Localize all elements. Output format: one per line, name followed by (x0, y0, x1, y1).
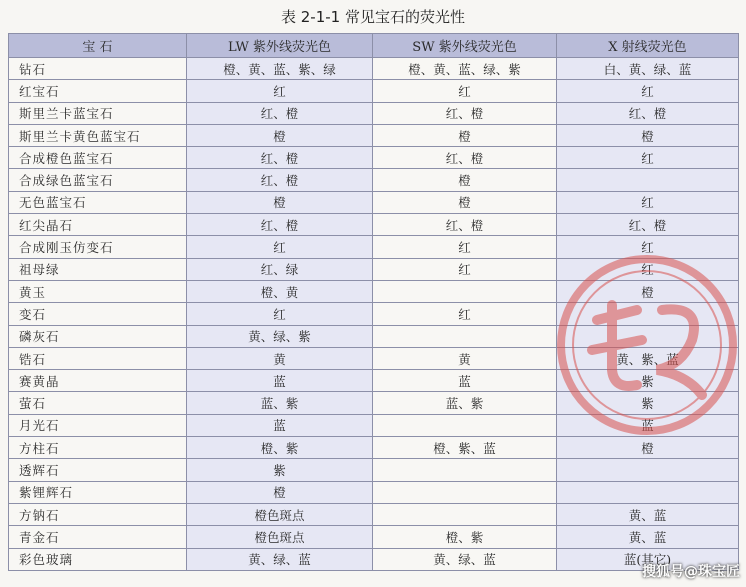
xray-cell: 橙 (557, 124, 739, 146)
gem-name-cell: 月光石 (9, 414, 187, 436)
table-row (9, 526, 739, 548)
sw-cell: 橙 (373, 124, 557, 146)
sw-cell: 蓝 (373, 370, 557, 392)
gem-name-cell: 透辉石 (9, 459, 187, 481)
lw-cell: 红、橙 (187, 147, 373, 169)
gem-name-cell: 赛黄晶 (9, 370, 187, 392)
watermark: 搜狐号@珠宝匠 (642, 564, 740, 580)
lw-cell: 黄、绿、紫 (187, 325, 373, 347)
gem-name-cell: 彩色玻璃 (9, 548, 187, 570)
gem-name-cell: 斯里兰卡黄色蓝宝石 (9, 124, 187, 146)
lw-cell: 橙 (187, 191, 373, 213)
table-row (9, 191, 739, 213)
sw-cell (373, 459, 557, 481)
table-title: 表 2-1-1 常见宝石的荧光性 (281, 8, 465, 26)
sw-cell: 黄、绿、蓝 (373, 548, 557, 570)
lw-cell: 橙色斑点 (187, 503, 373, 525)
lw-cell: 蓝、紫 (187, 392, 373, 414)
sw-cell (373, 280, 557, 302)
table-row (9, 124, 739, 146)
xray-cell (557, 169, 739, 191)
table-row (9, 414, 739, 436)
table-row (9, 503, 739, 525)
gem-name-cell: 青金石 (9, 526, 187, 548)
lw-cell: 橙、黄 (187, 280, 373, 302)
gem-name-cell: 合成刚玉仿变石 (9, 236, 187, 258)
sw-cell: 橙、紫、蓝 (373, 437, 557, 459)
gem-name-cell: 磷灰石 (9, 325, 187, 347)
lw-cell: 红、橙 (187, 102, 373, 124)
gem-name-cell: 萤石 (9, 392, 187, 414)
xray-cell (557, 303, 739, 325)
gem-name-cell: 红尖晶石 (9, 214, 187, 236)
xray-cell: 黄、蓝 (557, 526, 739, 548)
fluorescence-table (8, 33, 739, 571)
sw-cell: 红 (373, 303, 557, 325)
gem-name-cell: 黄玉 (9, 280, 187, 302)
xray-cell: 紫 (557, 392, 739, 414)
lw-cell: 黄 (187, 347, 373, 369)
table-row (9, 437, 739, 459)
lw-cell: 橙、紫 (187, 437, 373, 459)
table-row (9, 147, 739, 169)
gem-name-cell: 合成橙色蓝宝石 (9, 147, 187, 169)
xray-cell: 紫 (557, 370, 739, 392)
gem-name-cell: 斯里兰卡蓝宝石 (9, 102, 187, 124)
table-row (9, 548, 739, 570)
xray-cell (557, 459, 739, 481)
gem-name-cell: 方钠石 (9, 503, 187, 525)
table-row (9, 303, 739, 325)
table-row (9, 459, 739, 481)
sw-cell (373, 325, 557, 347)
lw-cell: 黄、绿、蓝 (187, 548, 373, 570)
xray-cell: 红 (557, 147, 739, 169)
sw-cell: 橙 (373, 191, 557, 213)
sw-cell: 红 (373, 80, 557, 102)
header-lw: LW 紫外线荧光色 (187, 34, 373, 58)
table-header-row (9, 34, 739, 58)
table-row (9, 280, 739, 302)
table-row (9, 236, 739, 258)
table-row (9, 325, 739, 347)
gem-name-cell: 锆石 (9, 347, 187, 369)
table-row (9, 258, 739, 280)
xray-cell (557, 325, 739, 347)
lw-cell: 红、橙 (187, 214, 373, 236)
xray-cell: 红 (557, 80, 739, 102)
gem-name-cell: 紫锂辉石 (9, 481, 187, 503)
table-row (9, 102, 739, 124)
xray-cell: 黄、紫、蓝 (557, 347, 739, 369)
sw-cell: 红 (373, 258, 557, 280)
sw-cell: 黄 (373, 347, 557, 369)
lw-cell: 橙 (187, 481, 373, 503)
sw-cell: 红、橙 (373, 147, 557, 169)
header-xray: X 射线荧光色 (557, 34, 739, 58)
lw-cell: 蓝 (187, 370, 373, 392)
table-row (9, 80, 739, 102)
lw-cell: 红 (187, 236, 373, 258)
xray-cell: 橙 (557, 280, 739, 302)
gem-name-cell: 无色蓝宝石 (9, 191, 187, 213)
xray-cell (557, 481, 739, 503)
lw-cell: 红、绿 (187, 258, 373, 280)
sw-cell: 橙、紫 (373, 526, 557, 548)
gem-name-cell: 红宝石 (9, 80, 187, 102)
sw-cell (373, 503, 557, 525)
header-sw: SW 紫外线荧光色 (373, 34, 557, 58)
sw-cell: 蓝、紫 (373, 392, 557, 414)
lw-cell: 红、橙 (187, 169, 373, 191)
xray-cell: 白、黄、绿、蓝 (557, 58, 739, 80)
header-gem: 宝 石 (9, 34, 187, 58)
sw-cell (373, 481, 557, 503)
table-row (9, 392, 739, 414)
xray-cell: 红 (557, 191, 739, 213)
sw-cell: 橙、黄、蓝、绿、紫 (373, 58, 557, 80)
xray-cell: 红 (557, 258, 739, 280)
lw-cell: 蓝 (187, 414, 373, 436)
table-row (9, 481, 739, 503)
gem-name-cell: 合成绿色蓝宝石 (9, 169, 187, 191)
xray-cell: 红、橙 (557, 214, 739, 236)
gem-name-cell: 祖母绿 (9, 258, 187, 280)
lw-cell: 红 (187, 303, 373, 325)
sw-cell: 红、橙 (373, 102, 557, 124)
xray-cell: 红、橙 (557, 102, 739, 124)
xray-cell: 黄、蓝 (557, 503, 739, 525)
table-row (9, 169, 739, 191)
xray-cell: 红 (557, 236, 739, 258)
table-row (9, 58, 739, 80)
gem-name-cell: 变石 (9, 303, 187, 325)
xray-cell: 橙 (557, 437, 739, 459)
sw-cell: 红 (373, 236, 557, 258)
xray-cell: 蓝 (557, 414, 739, 436)
sw-cell: 橙 (373, 169, 557, 191)
table-row (9, 214, 739, 236)
table-row (9, 370, 739, 392)
gem-name-cell: 钻石 (9, 58, 187, 80)
table-row (9, 347, 739, 369)
lw-cell: 橙色斑点 (187, 526, 373, 548)
lw-cell: 紫 (187, 459, 373, 481)
xray-cell: 蓝(其它) (557, 548, 739, 570)
lw-cell: 橙 (187, 124, 373, 146)
lw-cell: 橙、黄、蓝、紫、绿 (187, 58, 373, 80)
gem-name-cell: 方柱石 (9, 437, 187, 459)
lw-cell: 红 (187, 80, 373, 102)
sw-cell (373, 414, 557, 436)
sw-cell: 红、橙 (373, 214, 557, 236)
